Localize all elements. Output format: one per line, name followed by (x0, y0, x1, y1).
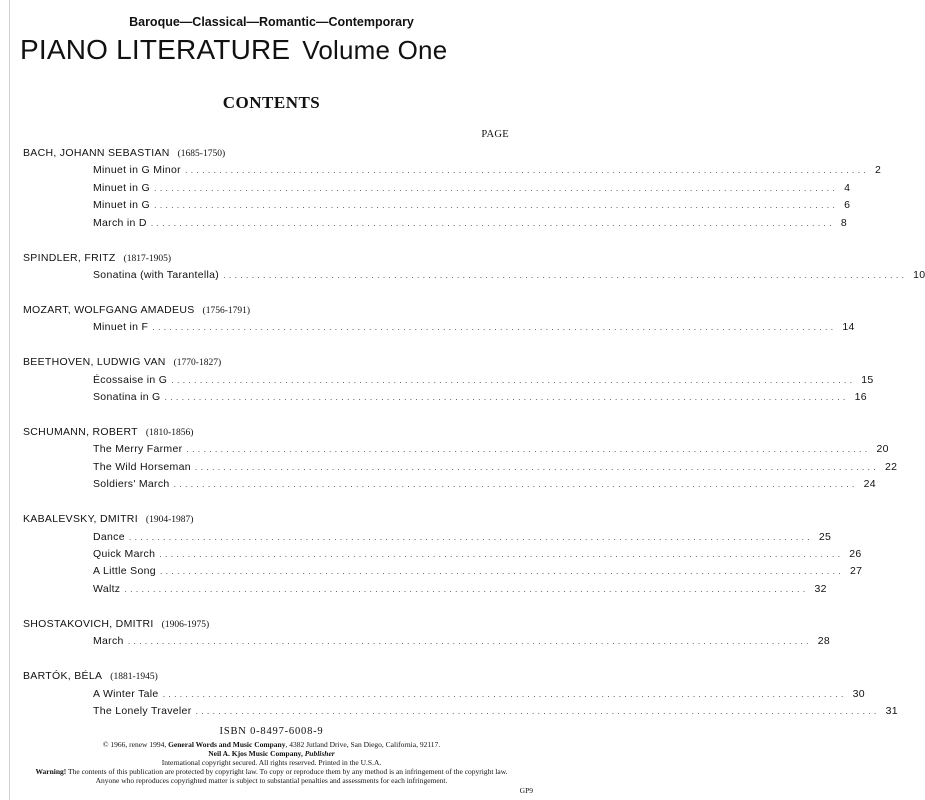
rights-line: International copyright secured. All rights reserved. Printed in the U.S.A. (161, 758, 382, 767)
dot-leader: ........................................................................................................................ (128, 531, 813, 542)
publisher-label: Publisher (304, 749, 335, 758)
piece-title: March in D (93, 216, 147, 229)
composer-group (23, 668, 898, 720)
dot-leader: ........................................................................................................................ (152, 322, 837, 333)
composer-dates: (1817-1905) (123, 253, 172, 264)
composer-name: MOZART, WOLFGANG AMADEUS (23, 303, 195, 316)
dot-leader: ........................................................................................................................ (195, 705, 880, 716)
composer-group (23, 354, 874, 406)
composer-heading (23, 668, 510, 685)
publisher-name: Neil A. Kjos Music Company, (208, 749, 305, 758)
piece-title: A Winter Tale (93, 687, 159, 700)
publisher-line (0, 749, 543, 758)
contents-entry (93, 319, 855, 336)
copyright-line (0, 740, 543, 749)
piece-page-number: 4 (844, 181, 851, 194)
composer-name: SCHUMANN, ROBERT (23, 426, 138, 439)
composer-heading (23, 145, 510, 162)
composer-dates: (1770-1827) (173, 358, 222, 369)
page-edge-rule (9, 0, 10, 800)
composer-name: BEETHOVEN, LUDWIG VAN (23, 356, 166, 369)
composer-name: KABALEVSKY, DMITRI (23, 513, 138, 526)
piece-page-number: 6 (844, 199, 851, 212)
copyright-prefix: © 1966, renew 1994, (102, 740, 169, 749)
series-subtitle: Baroque—Classical—Romantic—Contemporary (129, 15, 414, 29)
warning-line (0, 767, 543, 776)
contents-entry (93, 459, 898, 476)
contents-entry (93, 197, 851, 214)
piece-title: Minuet in G Minor (93, 164, 181, 177)
contents-entry (93, 529, 832, 546)
piece-page-number: 8 (840, 216, 847, 229)
contents-entry (93, 581, 827, 598)
composer-heading (23, 250, 510, 267)
composer-heading (23, 424, 510, 441)
composer-dates: (1904-1987) (145, 515, 194, 526)
contents-entry (93, 686, 865, 703)
piece-title: A Little Song (93, 565, 156, 578)
composer-group (23, 616, 831, 651)
composer-heading (23, 616, 510, 633)
piece-page-number: 20 (876, 443, 889, 456)
contents-entry (93, 389, 867, 406)
dot-leader: ........................................................................................................................ (150, 217, 835, 228)
piece-title: Quick March (93, 548, 156, 560)
composer-name: SHOSTAKOVICH, DMITRI (23, 617, 154, 630)
dot-leader: ........................................................................................................................ (164, 392, 849, 403)
composer-dates: (1685-1750) (177, 149, 226, 159)
contents-entry (93, 441, 889, 458)
composer-group (23, 302, 855, 337)
contents-entry (93, 162, 882, 179)
contents-entry (93, 563, 863, 580)
contents-list (23, 145, 925, 738)
piece-page-number: 26 (849, 548, 862, 560)
page-column-heading: PAGE (481, 129, 509, 140)
piece-page-number: 2 (875, 164, 882, 177)
contents-entry (93, 546, 862, 563)
composer-group (23, 511, 863, 598)
piece-title: Minuet in F (93, 321, 149, 334)
footer (0, 726, 543, 785)
copyright-suffix: , 4382 Jutland Drive, San Diego, California, 92117. (285, 740, 441, 749)
composer-heading (23, 354, 510, 371)
dot-leader: ........................................................................................................................ (184, 165, 870, 176)
piece-title: Minuet in G (93, 181, 150, 194)
composer-heading (23, 511, 510, 528)
dot-leader: ........................................................................................................................ (124, 583, 809, 594)
contents-heading: CONTENTS (222, 93, 321, 112)
piece-page-number: 30 (852, 687, 865, 700)
piece-title: Minuet in G (93, 199, 150, 212)
warning-label: Warning! (35, 767, 67, 776)
piece-title: Sonatina in G (93, 391, 161, 404)
piece-page-number: 25 (818, 530, 832, 543)
contents-entry (93, 267, 925, 284)
piece-title: The Lonely Traveler (93, 704, 192, 717)
composer-dates: (1906-1975) (161, 619, 210, 630)
catalog-code: GP9 (519, 786, 533, 795)
piece-page-number: 14 (842, 321, 855, 334)
contents-entry (93, 372, 874, 389)
piece-title: Écossaise in G (93, 373, 168, 386)
composer-name: BARTÓK, BÉLA (23, 670, 103, 683)
piece-title: Soldiers' March (93, 478, 170, 491)
piece-page-number: 27 (849, 565, 863, 578)
composer-name: SPINDLER, FRITZ (23, 251, 116, 264)
composer-dates: (1881-1945) (110, 672, 158, 683)
dot-leader: ........................................................................................................................ (223, 269, 908, 280)
contents-entry (93, 703, 898, 720)
piece-title: The Merry Farmer (93, 443, 183, 456)
piece-page-number: 16 (854, 391, 867, 404)
copyright-company: General Words and Music Company (168, 740, 286, 749)
composer-group (23, 424, 898, 494)
dot-leader: ........................................................................................................................ (159, 549, 844, 559)
dot-leader: ........................................................................................................................ (173, 479, 858, 490)
piece-title: The Wild Horseman (93, 460, 191, 473)
composer-group (23, 250, 925, 285)
composer-heading (23, 302, 510, 319)
dot-leader: ........................................................................................................................ (194, 461, 879, 472)
dot-leader: ........................................................................................................................ (159, 566, 844, 577)
dot-leader: ........................................................................................................................ (127, 636, 812, 647)
piece-title: March (93, 635, 124, 648)
piece-page-number: 10 (913, 268, 925, 281)
composer-dates: (1756-1791) (202, 305, 251, 316)
dot-leader: ........................................................................................................................ (186, 444, 871, 455)
volume-text: Volume One (302, 35, 448, 65)
contents-entry (93, 476, 876, 493)
composer-group (23, 145, 882, 232)
piece-page-number: 28 (817, 635, 831, 648)
piece-title: Waltz (93, 582, 121, 595)
warning-text: The contents of this publication are protected by copyright law. To copy or reproduce them by any method is an infringement of the copyright law. (66, 767, 508, 776)
isbn: ISBN 0-8497-6008-9 (219, 726, 324, 737)
composer-name: BACH, JOHANN SEBASTIAN (23, 147, 170, 159)
piece-page-number: 31 (885, 704, 898, 717)
piece-page-number: 24 (863, 478, 876, 491)
piece-title: Dance (93, 530, 125, 543)
contents-entry (93, 215, 847, 232)
dot-leader: ........................................................................................................................ (154, 200, 839, 211)
dot-leader: ........................................................................................................................ (171, 374, 856, 385)
warning-line-2: Anyone who reproduces copyrighted matter is subject to substantial penalties and assessments for each infringement. (95, 776, 448, 785)
piece-title: Sonatina (with Tarantella) (93, 268, 220, 281)
title-text: PIANO LITERATURE (20, 34, 291, 65)
composer-dates: (1810-1856) (145, 428, 194, 439)
piece-page-number: 15 (861, 373, 874, 386)
contents-entry (93, 180, 851, 197)
book-title (20, 34, 530, 66)
piece-page-number: 32 (814, 582, 827, 595)
contents-entry (93, 633, 831, 650)
dot-leader: ........................................................................................................................ (154, 182, 839, 193)
dot-leader: ........................................................................................................................ (162, 688, 847, 699)
piece-page-number: 22 (884, 460, 898, 473)
